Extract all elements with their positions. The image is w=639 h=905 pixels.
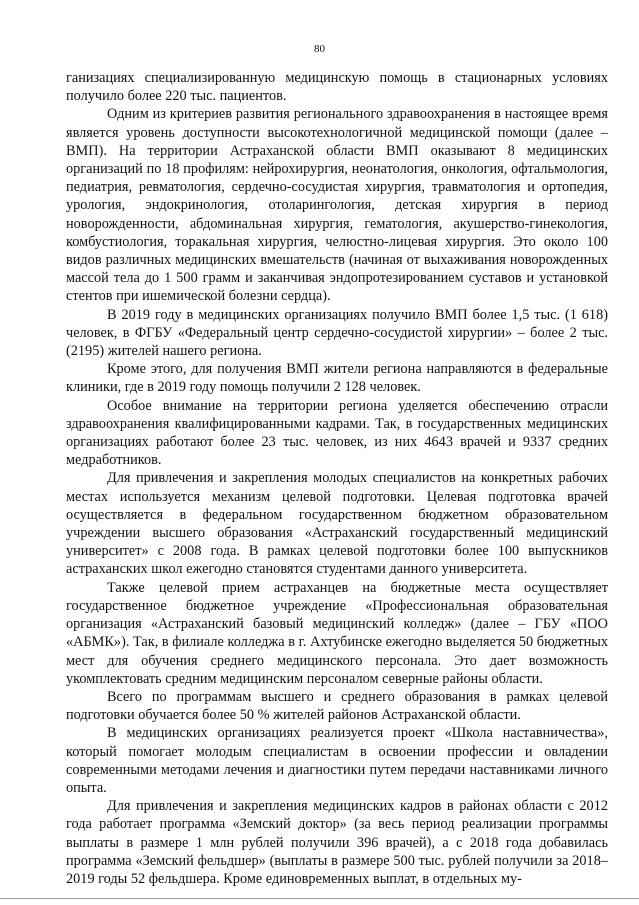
- page-number: 80: [314, 43, 325, 55]
- paragraph-staffing: Особое внимание на территории региона уделяется обеспечению отрасли здравоохранения квалифицированными кадрами. Так, в государственных медицинских организациях работают более 23 тыс. человек, из них 4643 врачей и 9337 средних медработников.: [66, 397, 608, 469]
- document-body: [66, 69, 608, 888]
- paragraph-zemsky-doctor: Для привлечения и закрепления медицинских кадров в районах области с 2012 года работает программа «Земский доктор» (за весь период реализации программы выплаты в размере 1 млн рублей получили 396 врачей), а с 2018 года добавилась программа «Земский фельдшер» (выплаты в размере 500 тыс. рублей получили за 2018–2019 годы 52 фельдшера. Кроме единовременных выплат, в отдельных му-: [66, 798, 608, 887]
- paragraph-targeted-training: Для привлечения и закрепления молодых специалистов на конкретных рабочих местах используется механизм целевой подготовки. Целевая подготовка врачей осуществляется в федеральном государственном бюджетном образовательном учреждении высшего образования «Астраханский государственный медицинский университет» с 2008 года. В рамках целевой подготовки более 100 выпускников астраханских школ ежегодно становятся студентами данного университета.: [66, 470, 608, 578]
- paragraph-mentorship: В медицинских организациях реализуется проект «Школа наставничества», который помогает молодым специалистам в освоении профессии и овладении современными методами лечения и диагностики путем передачи наставниками личного опыта.: [66, 725, 608, 796]
- paragraph-vmp-2019: В 2019 году в медицинских организациях получило ВМП более 1,5 тыс. (1 618) человек, в ФГБУ «Федеральный центр сердечно-сосудистой хирургии» – более 2 тыс. (2195) жителей нашего региона.: [66, 306, 608, 360]
- paragraph-continuation: ганизациях специализированную медицинскую помощь в стационарных условиях получило более 220 тыс. пациентов.: [66, 70, 608, 105]
- bottom-edge-line: [0, 898, 639, 899]
- paragraph-federal-clinics: Кроме этого, для получения ВМП жители региона направляются в федеральные клиники, где в 2019 году помощь получили 2 128 человек.: [66, 361, 608, 396]
- paragraph-vmp-availability: Одним из критериев развития регионального здравоохранения в настоящее время является уровень доступности высокотехнологичной медицинской помощи (далее – ВМП). На территории Астраханской области ВМП оказывают 8 медицинских организаций по 18 профилям: нейрохирургия, неонатология, онкология, офтальмология, педиатрия, ревматология, сердечно-сосудистая хирургия, травматология и ортопедия, урология, эндокринология, отоларингология, детская хирургия в период новорожденности, абдоминальная хирургия, гематология, акушерство-гинекология, комбустиология, торакальная хирургия, челюстно-лицевая хирургия. Это около 100 видов различных медицинских вмешательств (начиная от выхаживания новорожденных массой тела до 1 500 грамм и заканчивая эндопротезированием суставов и установкой стентов при ишемической болезни сердца).: [66, 106, 608, 305]
- paragraph-targeted-share: Всего по программам высшего и среднего образования в рамках целевой подготовки обучается более 50 % жителей районов Астраханской области.: [66, 688, 608, 724]
- paragraph-college-admission: Также целевой прием астраханцев на бюджетные места осуществляет государственное бюджетное учреждение «Профессиональная образовательная организация «Астраханский базовый медицинский колледж» (далее – ГБУ «ПОО «АБМК»). Так, в филиале колледжа в г. Ахтубинске ежегодно выделяется 50 бюджетных мест для обучения среднего медицинского персонала. Это дает возможность укомплектовать средним медицинским персоналом северные районы области.: [66, 579, 608, 687]
